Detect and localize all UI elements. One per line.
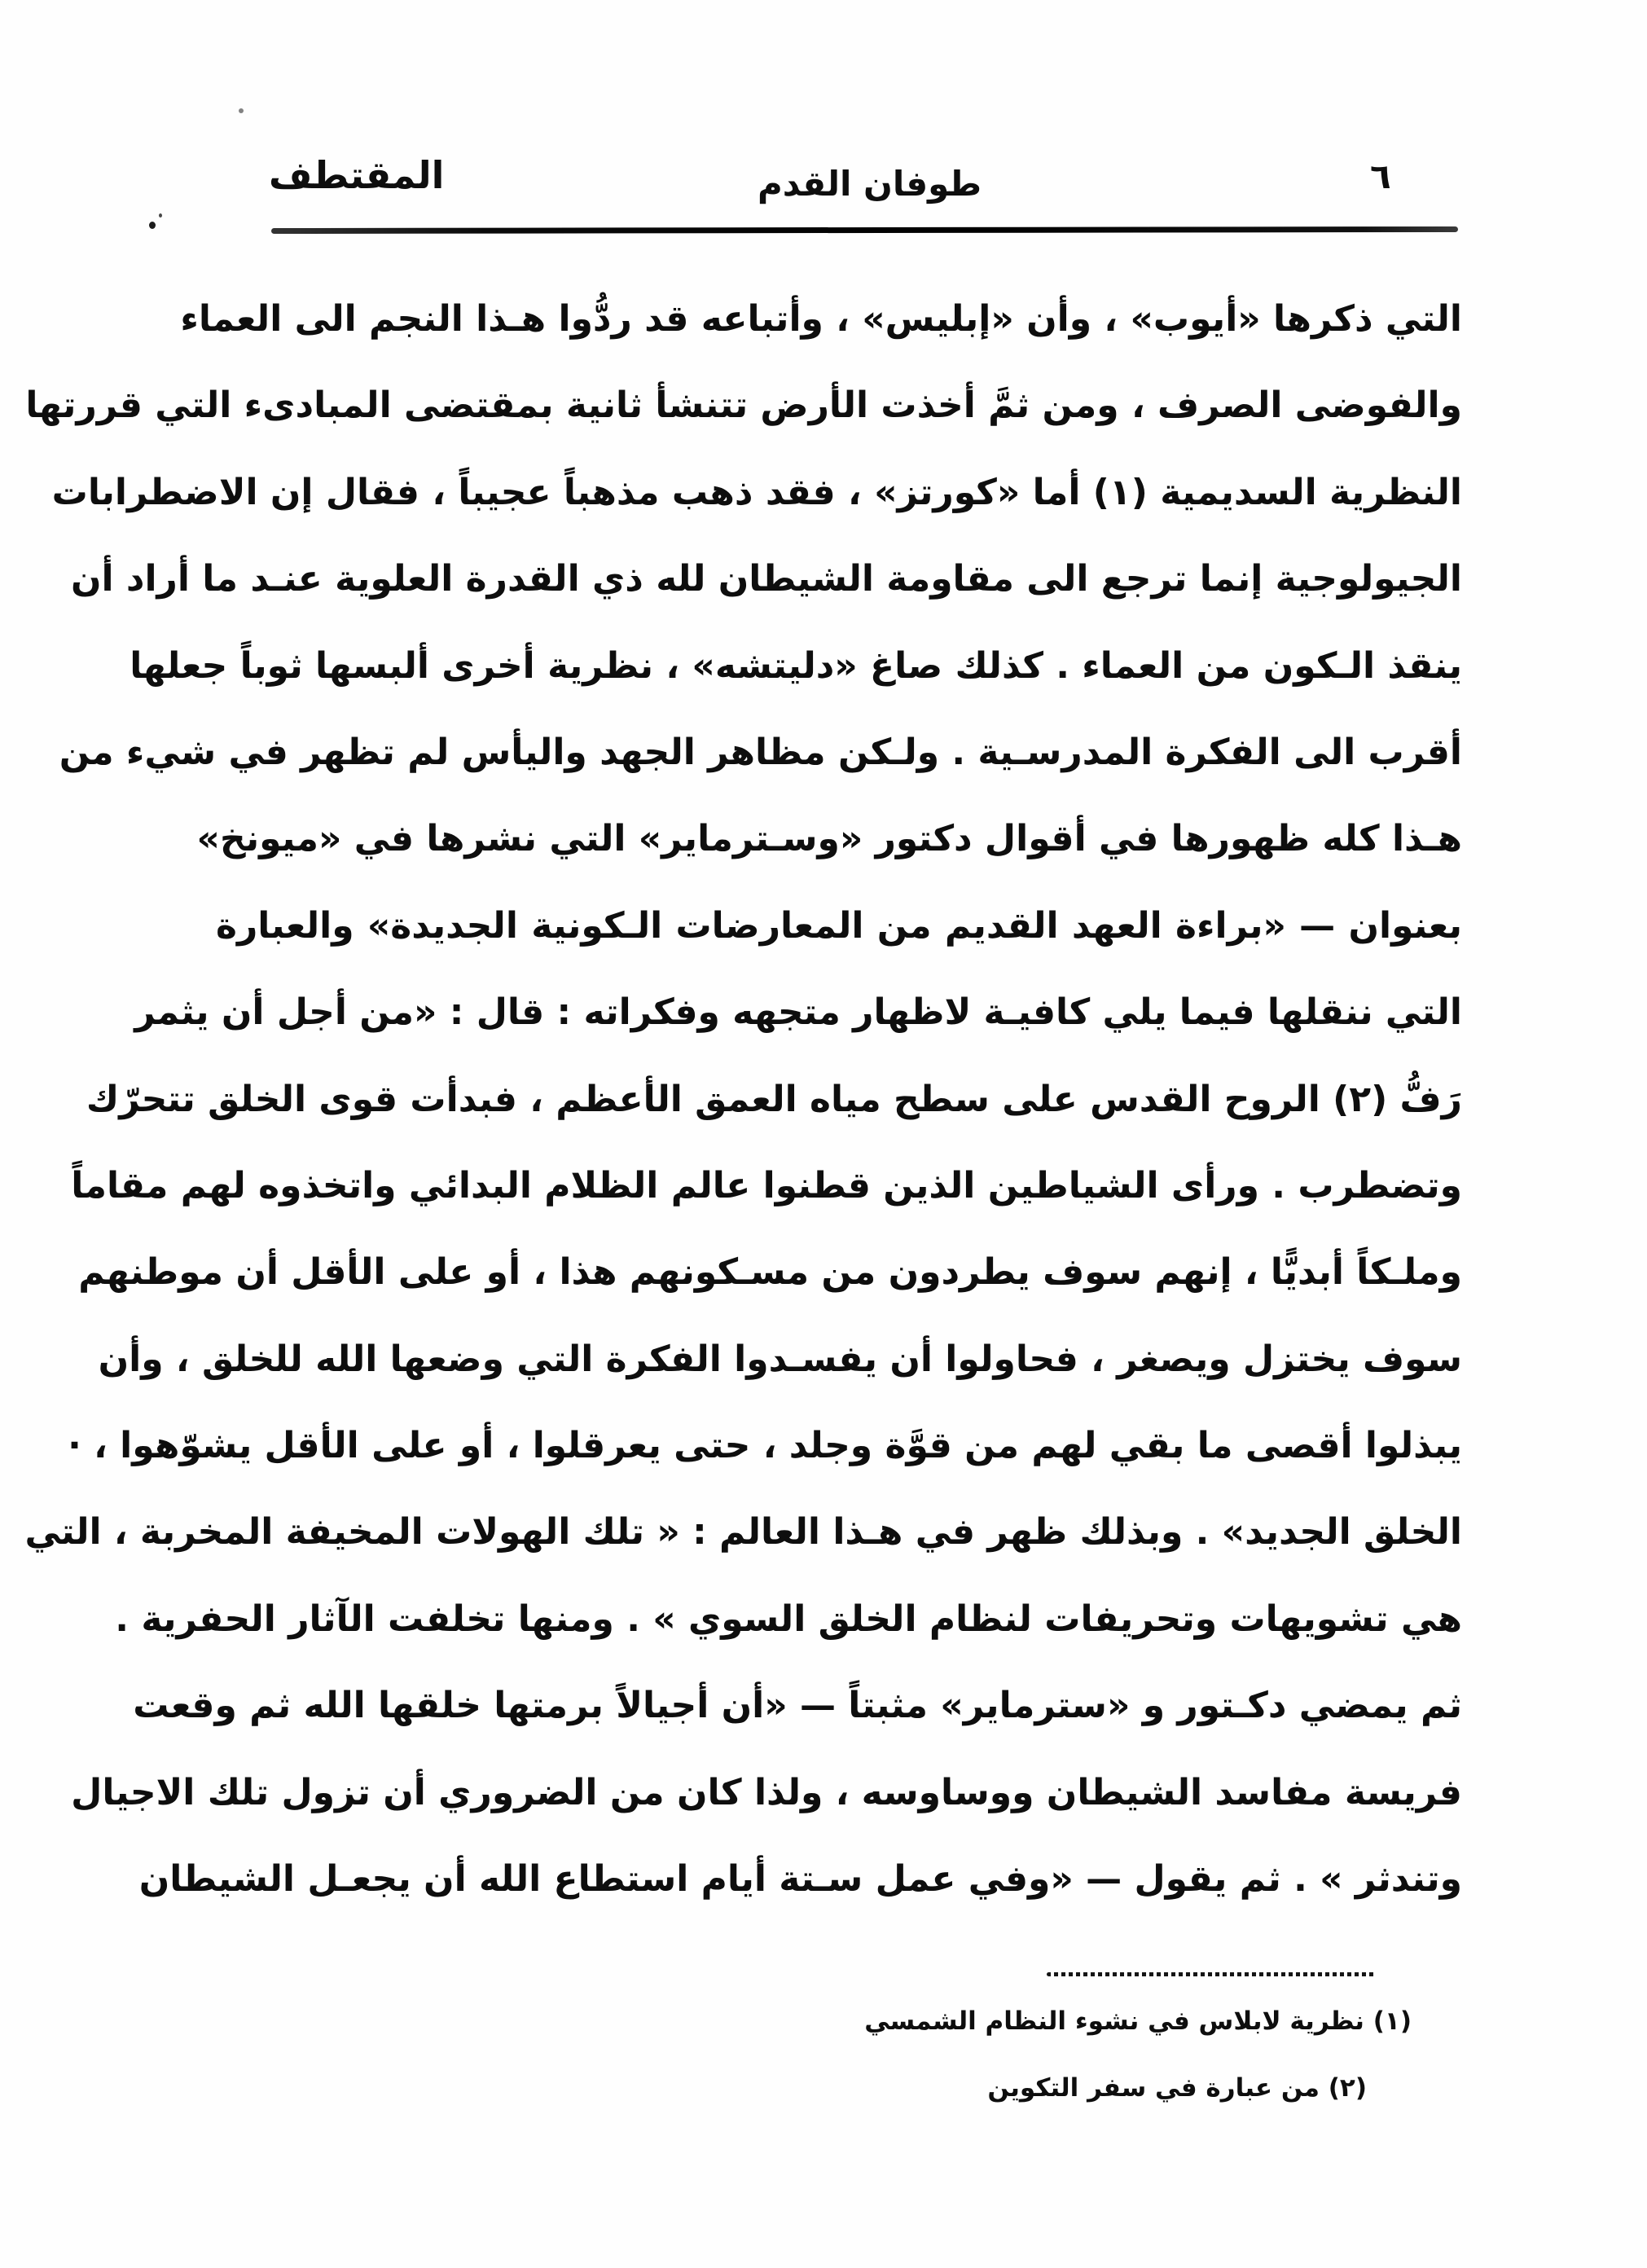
page-number: ٦	[1370, 156, 1391, 196]
body-text-line: يبذلوا أقصى ما بقي لهم من قوَّة وجلد ، حتى يعرقلوا ، أو على الأقل يشوّهوا ، ·	[68, 1425, 1462, 1467]
body-text-line: وملـكاً أبديًّا ، إنهم سوف يطردون من مسـكونهم هذا ، أو على الأقل أن موطنهم	[78, 1251, 1462, 1294]
body-text-line: هـذا كله ظهورها في أقوال دكتور «وسـترماير» التي نشرها في «ميونخ»	[196, 818, 1462, 860]
body-text-line: رَفُّ (٢) الروح القدس على سطح مياه العمق الأعظم ، فبدأت قوى الخلق تتحرّك	[86, 1078, 1462, 1120]
body-text-line: ثم يمضي دكـتور و «سترماير» مثبتاً — «أن أجيالاً برمتها خلقها الله ثم وقعت	[133, 1685, 1462, 1727]
ink-speck	[159, 213, 162, 218]
footnotes	[841, 1988, 1412, 2121]
magazine-name: المقتطف	[269, 153, 445, 197]
body-text-line: سوف يختزل ويصغر ، فحاولوا أن يفسـدوا الفكرة التي وضعها الله للخلق ، وأن	[98, 1338, 1462, 1380]
footnote-line: (١) نظرية لابلاس في نشوء النظام الشمسي	[864, 2006, 1412, 2036]
footnote-separator	[1047, 1972, 1377, 1976]
body-text-line: النظرية السديمية (١) أما «كورتز» ، فقد ذهب مذهباً عجيباً ، فقال إن الاضطرابات	[51, 471, 1462, 513]
body-text-line: هي تشويهات وتحريفات لنظام الخلق السوي » . ومنها تخلفت الآثار الحفرية .	[115, 1598, 1462, 1640]
body-text-line: الجيولوجية إنما ترجع الى مقاومة الشيطان لله ذي القدرة العلوية عنـد ما أراد أن	[70, 558, 1462, 600]
footnote-line: (٢) من عبارة في سفر التكوين	[987, 2073, 1367, 2103]
body-text-line: الخلق الجديد» . وبذلك ظهر في هـذا العالم : « تلك الهولات المخيفة المخربة ، التي	[24, 1511, 1462, 1554]
body-text-line: والفوضى الصرف ، ومن ثمَّ أخذت الأرض تتنشأ ثانية بمقتضى المبادىء التي قررتها	[25, 385, 1462, 427]
body-text-line: أقرب الى الفكرة المدرسـية . ولـكن مظاهر الجهد واليأس لم تظهر في شيء من	[59, 731, 1462, 773]
article-body	[24, 276, 1462, 1923]
body-text-line: وتندثر » . ثم يقول — «وفي عمل سـتة أيام استطاع الله أن يجعـل الشيطان	[138, 1858, 1462, 1901]
article-title: طوفان القدم	[758, 164, 982, 204]
body-text-line: التي ننقلها فيما يلي كافيـة لاظهار متجهه وفكراته : قال : «من أجل أن يثمر	[134, 991, 1462, 1034]
ink-speck	[149, 222, 156, 229]
ink-speck	[239, 108, 244, 113]
body-text-line: وتضطرب . ورأى الشياطين الذين قطنوا عالم الظلام البدائي واتخذوه لهم مقاماً	[71, 1164, 1462, 1207]
body-text-line: ينقذ الـكون من العماء . كذلك صاغ «دليتشه» ، نظرية أخرى ألبسها ثوباً جعلها	[130, 644, 1462, 687]
body-text-line: بعنوان — «براءة العهد القديم من المعارضات الـكونية الجديدة» والعبارة	[216, 904, 1462, 947]
header-rule	[271, 226, 1458, 234]
body-text-line: التي ذكرها «أيوب» ، وأن «إبليس» ، وأتباعه قد ردُّوا هـذا النجم الى العماء	[180, 298, 1462, 340]
body-text-line: فريسة مفاسد الشيطان ووساوسه ، ولذا كان من الضروري أن تزول تلك الاجيال	[71, 1771, 1462, 1813]
